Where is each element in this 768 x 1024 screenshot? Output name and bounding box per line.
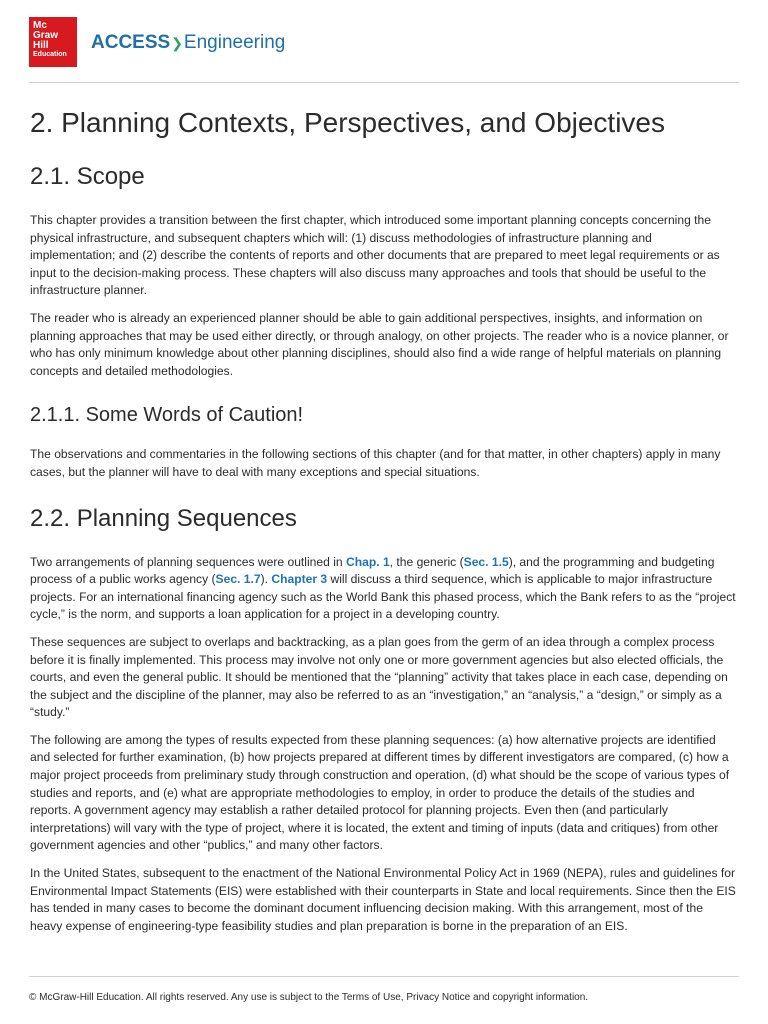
page-title: 2. Planning Contexts, Perspectives, and Objectives (30, 107, 666, 138)
header-divider (29, 82, 739, 83)
logo-line: Graw (33, 30, 59, 41)
site-header (29, 17, 739, 67)
mcgraw-hill-logo[interactable] (29, 17, 77, 67)
section-heading-planning-sequences: 2.2. Planning Sequences (30, 504, 297, 532)
brand-thin: Engineering (183, 32, 286, 53)
paragraph-with-links (30, 554, 738, 624)
paragraph: The following are among the types of results expected from these planning sequences: (a) how alternative projects are identified and selected for further examination, (b) how projects prepared at different times by different investigators are compared, (c) how a major project proceeds from preliminary study through construction and operation, (d) what should be the scope of various types of studies and reports, and (e) what are appropriate methodologies to employ, in order to produce the details of the studies and reports. A government agency may establish a rather detailed protocol for planning projects. Even then (and particularly interpretations) will vary with the type of project, where it is located, the extent and timing of inputs (data and critiques) from other government agencies and other “publics,” and many other factors. (30, 732, 730, 853)
text-run: ), and the programming and budgeting process of a public works agency ( (30, 554, 715, 587)
logo-line: Education (33, 51, 67, 58)
paragraph: The reader who is already an experienced planner should be able to gain additional perspectives, insights, and information on planning approaches that may be used either directly, or through analogy, on other projects. The reader who is a novice planner, or who has only minimum knowledge about other planning disciplines, should also find a wide range of helpful materials on planning concepts and detailed methodologies. (30, 310, 729, 378)
text-run: , the generic ( (389, 554, 464, 569)
link-chap-1[interactable]: Chap. 1 (345, 554, 390, 569)
logo-line: Hill (33, 40, 49, 51)
brand-strong: ACCESS (91, 32, 171, 53)
text-run: will discuss a third sequence, which is applicable to major infrastructure projects. For an international financing agency such as the World Bank this phased process, which the Bank refers to as the “project cycle,” is the norm, and supports a loan application for a project in a developing country. (30, 572, 736, 622)
paragraph: In the United States, subsequent to the enactment of the National Environmental Policy Act in 1969 (NEPA), rules and guidelines for Environmental Impact Statements (EIS) were established with their counterparts in State and local requirements. Since then the EIS has tended in many cases to become the dominant document influencing decision making. With this arrangement, most of the heavy expense of engineering-type feasibility studies and plan preparation is borne in the preparation of an EIS. (30, 866, 736, 933)
chevron-right-icon: ❯ (171, 35, 183, 51)
text-run: Two arrangements of planning sequences were outlined in (30, 554, 346, 569)
paragraph: This chapter provides a transition between the first chapter, which introduced some important planning concepts concerning the physical infrastructure, and subsequent chapters which will: (1) discuss methodologies of infrastructure planning and implementation; and (2) describe the contents of reports and other documents that are prepared to meet legal requirements or as input to the decision-making process. These chapters will also discuss many approaches and tools that should be useful to the infrastructure planner. (30, 213, 720, 298)
paragraph: The observations and commentaries in the following sections of this chapter (and for that matter, in other chapters) apply in many cases, but the planner will have to deal with many exceptions and special situations. (30, 447, 721, 479)
link-chapter-3[interactable]: Chapter 3 (271, 572, 328, 587)
link-sec-1-7[interactable]: Sec. 1.7 (215, 572, 261, 587)
copyright-footer: © McGraw-Hill Education. All rights reserved. Any use is subject to the Terms of Use, Privacy Notice and copyright information. (29, 992, 589, 1003)
footer-divider (29, 976, 739, 977)
logo-line: Mc (33, 20, 47, 31)
link-sec-1-5[interactable]: Sec. 1.5 (463, 554, 509, 569)
text-run: ). (260, 572, 272, 587)
paragraph: These sequences are subject to overlaps and backtracking, as a plan goes from the germ of an idea through a complex process before it is finally implemented. This process may involve not only one or more government agencies but also elected officials, the courts, and even the general public. It should be mentioned that the “planning” activity that takes place in each case, depending on the subject and the discipline of the planner, may also be referred to as an “investigation,” an “analysis,” a “design,” or simply as a “study.” (30, 634, 728, 720)
section-heading-scope: 2.1. Scope (30, 163, 145, 190)
document-body (30, 104, 738, 945)
access-engineering-logo[interactable] (91, 32, 285, 54)
subsection-heading-caution: 2.1.1. Some Words of Caution! (30, 404, 304, 427)
